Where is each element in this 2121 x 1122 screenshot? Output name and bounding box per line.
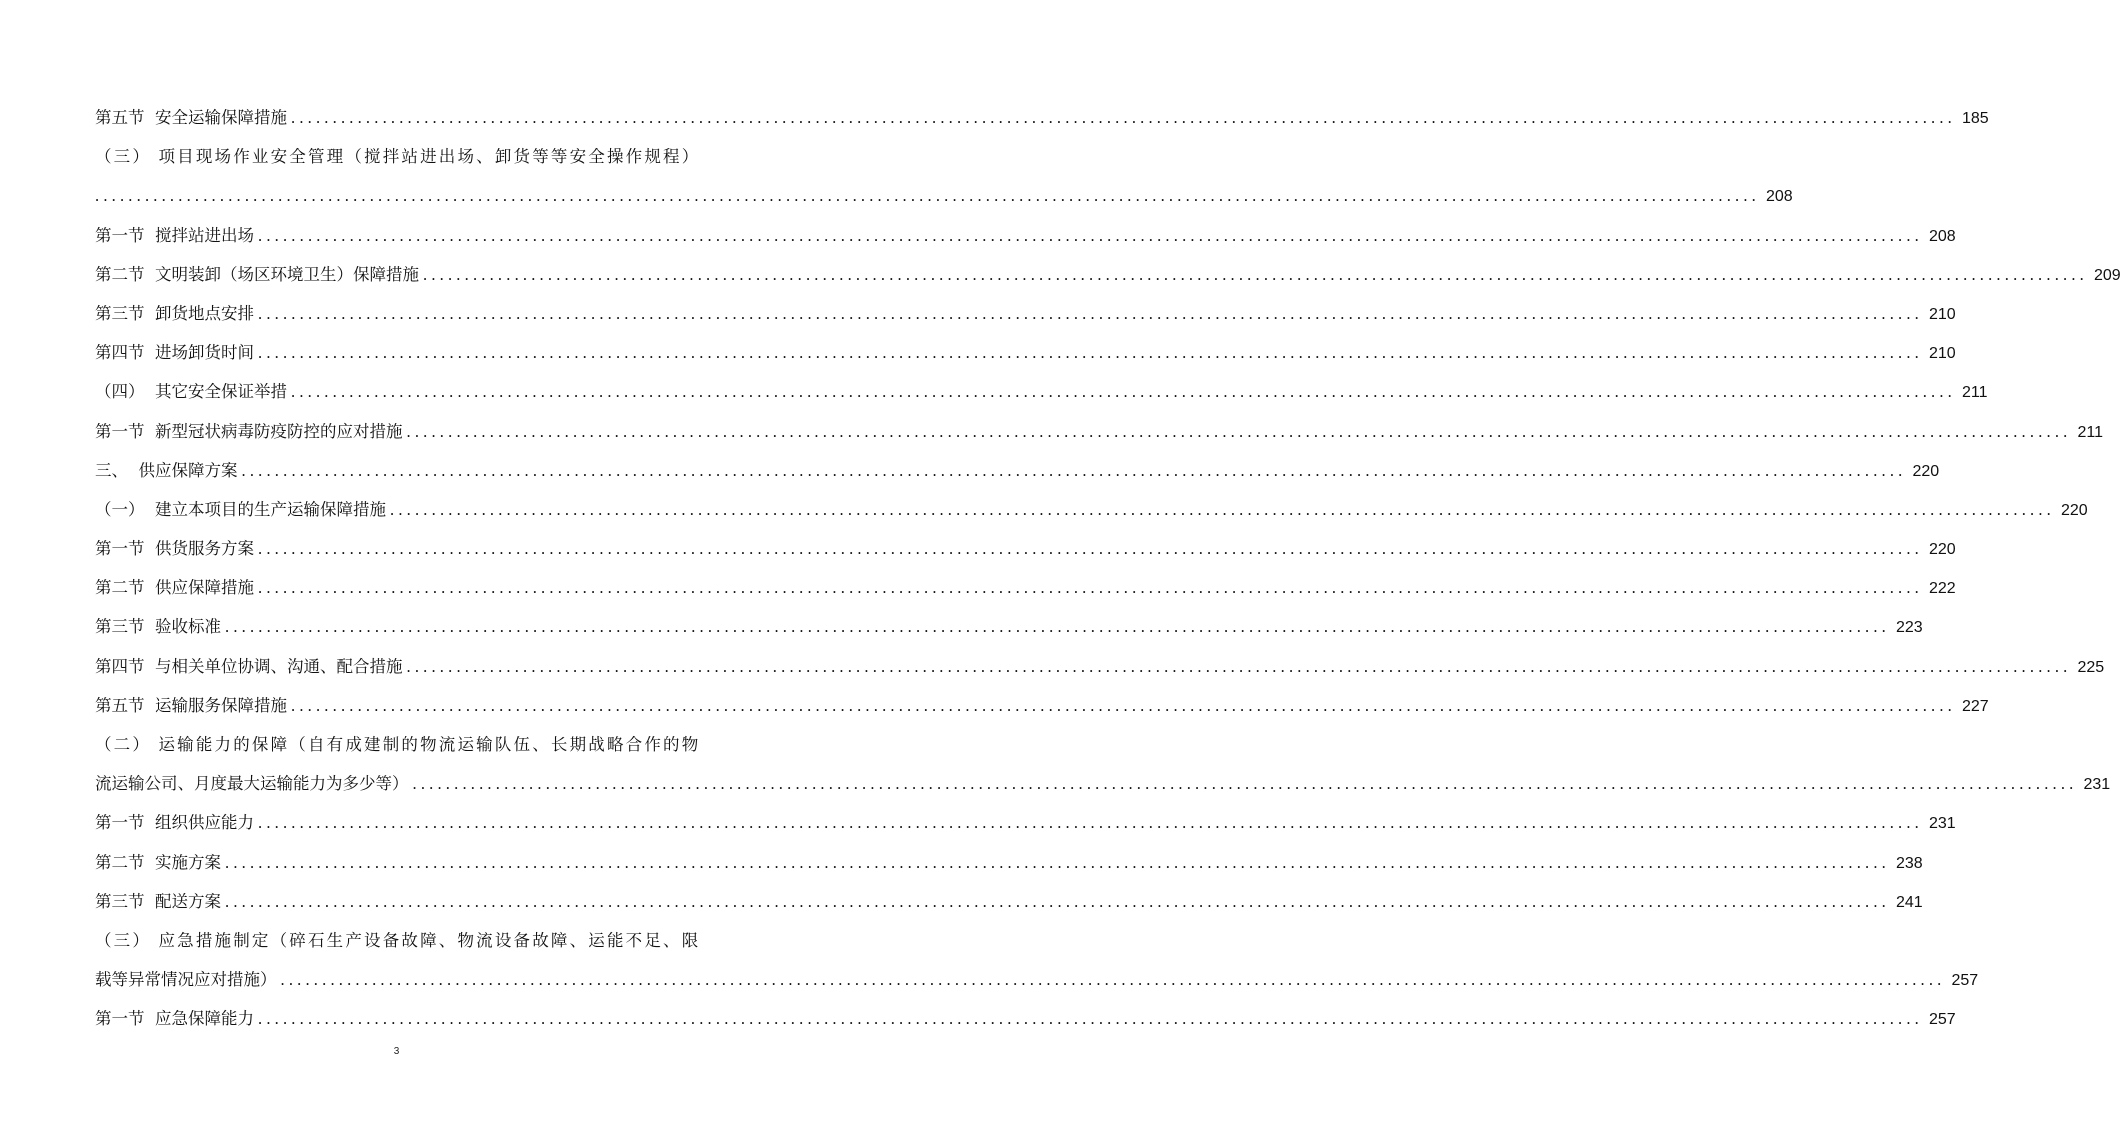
toc-entry [95,176,1793,215]
toc-page-number: 211 [2077,423,2104,441]
toc-entry [95,490,2088,529]
toc-dot-leader: ........................................................................................................................................................................................................ [258,813,1923,833]
toc-entry-title: 第三节 验收标准 [95,617,221,637]
toc-page-number: 231 [2083,776,2111,794]
toc-entry [95,216,1956,255]
toc-page-number: 220 [1912,462,1940,480]
toc-dot-leader: ........................................................................................................................................................................................................ [291,382,1956,402]
toc-dot-leader: ........................................................................................................................................................................................................ [406,656,2072,676]
toc-entry [95,686,1989,725]
toc-entry [95,333,1956,372]
toc-dot-leader: ........................................................................................................................................................................................................ [406,421,2072,441]
toc-entry-title: （四） 其它安全保证举措 [95,382,287,402]
toc-entry [95,451,1940,490]
toc-entry-title: 第二节 供应保障措施 [95,578,254,598]
toc-dot-leader: ........................................................................................................................................................................................................ [390,499,2055,519]
toc-page-number: 241 [1896,893,1923,911]
toc-entry [95,568,1956,607]
toc-entry-text: （二） 运输能力的保障（自有成建制的物流运输队伍、长期战略合作的物 [95,735,699,754]
toc-dot-leader: ........................................................................................................................................................................................................ [291,108,1956,127]
toc-page-number: 211 [1962,384,1988,402]
toc-entry-title: 第二节 文明装卸（场区环境卫生）保障措施 [95,264,419,284]
toc-entry [95,98,1989,137]
toc-entry-title: 第一节 供货服务方案 [95,539,254,559]
toc-dot-leader: ........................................................................................................................................................................................................ [258,578,1923,598]
toc-entry [95,803,1956,842]
toc-page-number: 208 [1766,188,1793,206]
toc-entry-title: 第一节 新型冠状病毒防疫防控的应对措施 [95,421,403,441]
toc-entry-title: 第三节 配送方案 [95,891,221,911]
toc-entry [95,999,1956,1038]
toc-dot-leader: ........................................................................................................................................................................................................ [258,539,1923,559]
toc-dot-leader: ........................................................................................................................................................................................................ [225,617,1890,637]
toc-dot-leader: ........................................................................................................................................................................................................ [258,303,1923,323]
toc-page-number: 210 [1929,345,1956,363]
toc-entry [95,843,1923,882]
toc-page-number: 220 [1929,541,1956,559]
toc-page-number: 238 [1896,854,1923,872]
toc-entry [95,607,1923,646]
toc-entry [95,294,1956,333]
toc-page-number: 220 [2061,501,2088,519]
toc-page-number: 257 [1929,1011,1956,1029]
page-number: 3 [393,1046,400,1057]
toc-dot-leader: ........................................................................................................................................................................................................ [258,225,1923,245]
toc-entry [95,960,1979,999]
toc-entry-title: 第三节 卸货地点安排 [95,303,254,323]
toc-page-number: 257 [1951,972,1979,990]
toc-entry-title: 第四节 与相关单位协调、沟通、配合措施 [95,656,403,676]
toc-dot-leader: ........................................................................................................................................................................................................ [412,774,2078,794]
toc-entry-text: （三） 应急措施制定（碎石生产设备故障、物流设备故障、运能不足、限 [95,930,699,950]
toc-entry-title: 第一节 应急保障能力 [95,1009,254,1029]
toc-page-number: 222 [1929,580,1956,598]
toc-entry [95,372,1988,411]
toc-page-number: 210 [1929,305,1956,323]
toc-page-number: 223 [1896,619,1923,637]
toc-entry [95,529,1956,568]
toc-dot-leader: ........................................................................................................................................................................................................ [241,460,1907,480]
toc-entry-title: 第四节 进场卸货时间 [95,343,254,363]
toc-dot-leader: ........................................................................................................................................................................................................ [95,186,1760,206]
toc-dot-leader: ........................................................................................................................................................................................................ [225,891,1890,911]
toc-entry-title: 三、 供应保障方案 [95,460,238,480]
toc-page-number: 225 [2077,658,2105,676]
toc-dot-leader: ........................................................................................................................................................................................................ [291,695,1956,715]
toc-entry-title: 第五节 安全运输保障措施 [95,108,287,127]
toc-entry [95,882,1923,921]
toc-page-number: 208 [1929,227,1956,245]
table-of-contents [95,98,2121,1039]
toc-entry-title: 流运输公司、月度最大运输能力为多少等） [95,774,409,794]
toc-entry [95,647,2105,686]
toc-entry [95,412,2104,451]
toc-entry-title: 第一节 组织供应能力 [95,813,254,833]
toc-dot-leader: ........................................................................................................................................................................................................ [258,1009,1923,1029]
toc-entry-title: 载等异常情况应对措施） [95,970,277,990]
toc-dot-leader: ........................................................................................................................................................................................................ [280,970,1946,990]
toc-entry [95,255,2121,294]
toc-page-number: 231 [1929,815,1956,833]
toc-dot-leader: ........................................................................................................................................................................................................ [258,343,1923,363]
toc-dot-leader: ........................................................................................................................................................................................................ [225,852,1890,872]
toc-entry-title: （一） 建立本项目的生产运输保障措施 [95,499,386,519]
toc-entry-title: 第五节 运输服务保障措施 [95,695,287,715]
toc-entry-title: 第二节 实施方案 [95,852,221,872]
toc-entry-title: 第一节 搅拌站进出场 [95,225,254,245]
toc-page-number: 227 [1962,697,1989,715]
toc-entry [95,764,2111,803]
toc-page-number: 185 [1962,110,1989,127]
toc-page-number: 209 [2094,266,2121,284]
toc-dot-leader: ........................................................................................................................................................................................................ [423,264,2088,284]
toc-entry-text: （三） 项目现场作业安全管理（搅拌站进出场、卸货等等安全操作规程） [95,147,699,167]
